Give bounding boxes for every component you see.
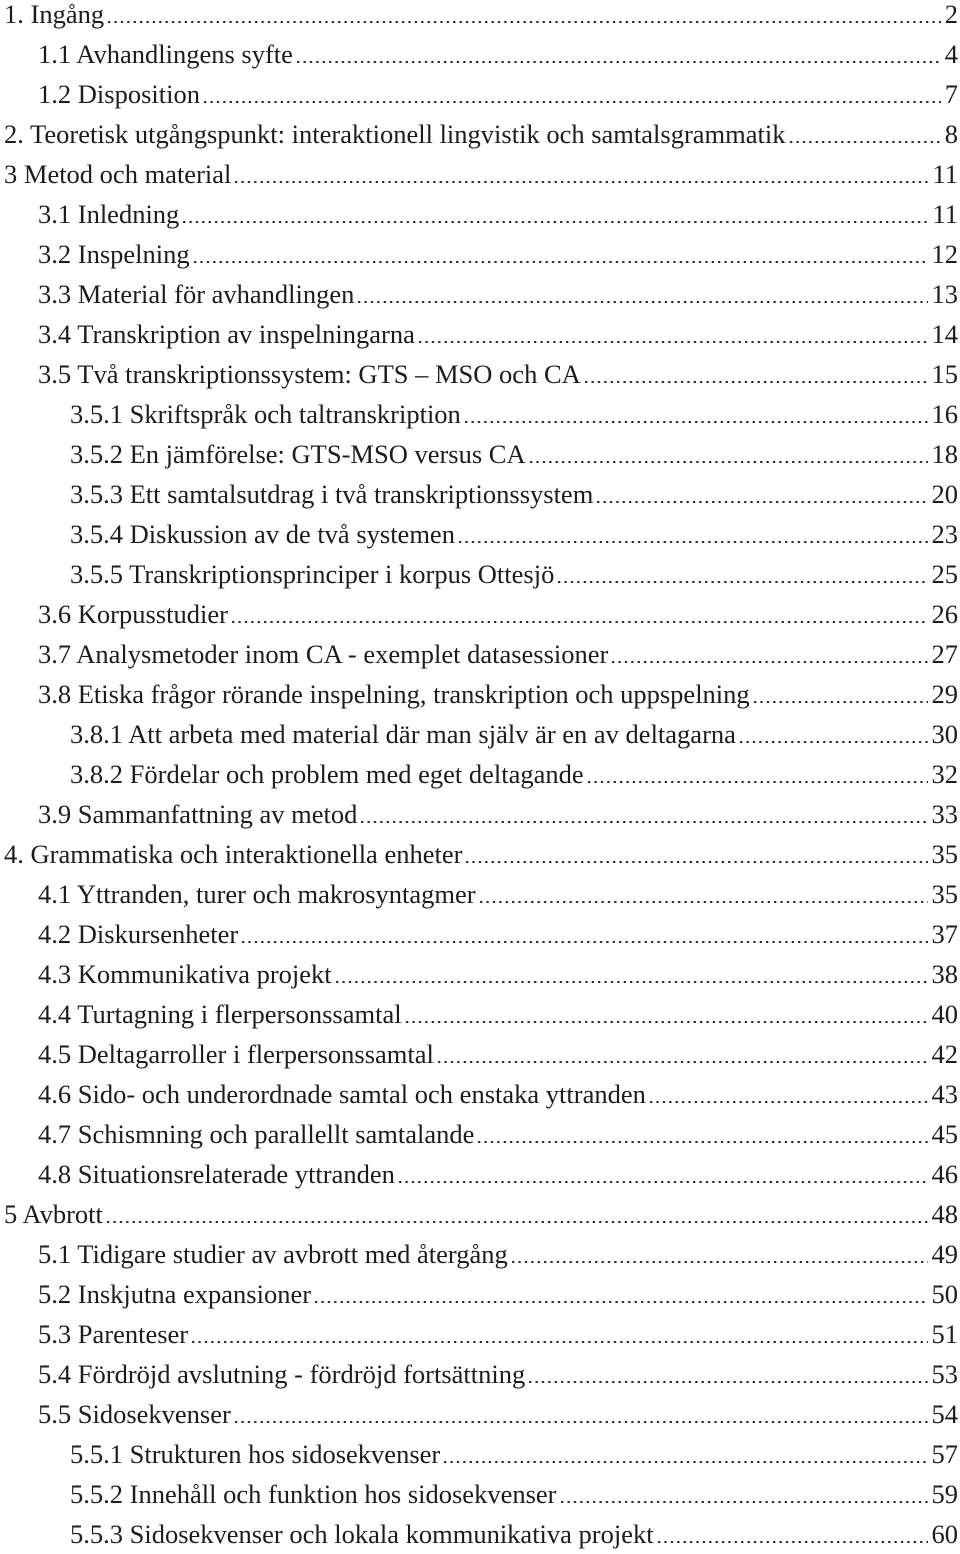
dot-leader [527, 1381, 927, 1383]
toc-entry[interactable] [0, 714, 960, 754]
toc-entry[interactable] [0, 874, 960, 914]
toc-entry[interactable] [0, 1354, 960, 1394]
dot-leader [478, 901, 928, 903]
dot-leader [417, 341, 928, 343]
toc-entry-page-number: 46 [931, 1158, 958, 1189]
toc-entry-page-number: 38 [931, 958, 958, 989]
toc-entry-page-number: 35 [931, 838, 958, 869]
toc-entry-page-number: 59 [931, 1478, 958, 1509]
toc-entry-title: 3.8 Etiska frågor rörande inspelning, transkription och uppspelning [38, 678, 750, 709]
toc-entry-title: 4.4 Turtagning i flerpersonssamtal [38, 998, 402, 1029]
toc-entry[interactable] [0, 1434, 960, 1474]
toc-entry-title: 5 Avbrott [4, 1198, 103, 1229]
toc-entry-title: 5.5.3 Sidosekvenser och lokala kommunikativa projekt [70, 1518, 654, 1549]
toc-entry-page-number: 16 [931, 398, 958, 429]
toc-entry[interactable] [0, 554, 960, 594]
toc-entry-page-number: 45 [931, 1118, 958, 1149]
dot-leader [610, 661, 927, 663]
dot-leader [359, 821, 927, 823]
toc-entry-page-number: 35 [931, 878, 958, 909]
toc-entry-title: 4. Grammatiska och interaktionella enheter [4, 838, 463, 869]
dot-leader [190, 1341, 927, 1343]
toc-entry-title: 3.5.1 Skriftspråk och taltranskription [70, 398, 461, 429]
toc-entry-title: 3.6 Korpusstudier [38, 598, 228, 629]
dot-leader [295, 61, 941, 63]
dot-leader [559, 1501, 928, 1503]
toc-entry-page-number: 15 [931, 358, 958, 389]
toc-entry-title: 1.1 Avhandlingens syfte [38, 38, 293, 69]
toc-entry[interactable] [0, 1274, 960, 1314]
toc-entry[interactable] [0, 0, 960, 34]
toc-entry-page-number: 32 [931, 758, 958, 789]
toc-entry-page-number: 49 [931, 1238, 958, 1269]
toc-entry[interactable] [0, 674, 960, 714]
dot-leader [181, 221, 928, 223]
toc-entry[interactable] [0, 1154, 960, 1194]
toc-entry-title: 3.3 Material för avhandlingen [38, 278, 355, 309]
dot-leader [457, 541, 928, 543]
dot-leader [233, 1421, 928, 1423]
dot-leader [586, 781, 928, 783]
toc-entry-page-number: 42 [931, 1038, 958, 1069]
dot-leader [105, 1221, 928, 1223]
toc-entry[interactable] [0, 74, 960, 114]
dot-leader [436, 1061, 928, 1063]
toc-entry[interactable] [0, 1514, 960, 1554]
toc-entry[interactable] [0, 354, 960, 394]
dot-leader [595, 501, 927, 503]
toc-entry-page-number: 33 [931, 798, 958, 829]
dot-leader [404, 1021, 928, 1023]
toc-entry-title: 3.8.2 Fördelar och problem med eget deltagande [70, 758, 584, 789]
dot-leader [463, 421, 928, 423]
toc-entry-page-number: 48 [931, 1198, 958, 1229]
toc-entry[interactable] [0, 234, 960, 274]
dot-leader [528, 461, 928, 463]
toc-entry-title: 3.5.5 Transkriptionsprinciper i korpus Ottesjö [70, 558, 555, 589]
toc-entry-page-number: 50 [931, 1278, 958, 1309]
toc-entry[interactable] [0, 314, 960, 354]
dot-leader [233, 181, 928, 183]
toc-entry-title: 3.5 Två transkriptionssystem: GTS – MSO och CA [38, 358, 581, 389]
toc-entry[interactable] [0, 1314, 960, 1354]
dot-leader [442, 1461, 927, 1463]
dot-leader [738, 741, 928, 743]
toc-entry[interactable] [0, 1074, 960, 1114]
toc-entry-page-number: 54 [931, 1398, 958, 1429]
toc-entry-title: 3.5.3 Ett samtalsutdrag i två transkriptionssystem [70, 478, 594, 509]
toc-entry-title: 3.7 Analysmetoder inom CA - exemplet datasessioner [38, 638, 609, 669]
toc-entry-title: 4.2 Diskursenheter [38, 918, 239, 949]
toc-entry[interactable] [0, 1114, 960, 1154]
dot-leader [397, 1181, 928, 1183]
toc-entry-page-number: 57 [931, 1438, 958, 1469]
dot-leader [510, 1261, 928, 1263]
toc-entry-title: 4.1 Yttranden, turer och makrosyntagmer [38, 878, 476, 909]
dot-leader [752, 701, 928, 703]
toc-entry-title: 5.5 Sidosekvenser [38, 1398, 231, 1429]
toc-entry[interactable] [0, 194, 960, 234]
toc-entry[interactable] [0, 1474, 960, 1514]
toc-entry[interactable] [0, 994, 960, 1034]
toc-entry[interactable] [0, 34, 960, 74]
toc-entry-title: 5.2 Inskjutna expansioner [38, 1278, 312, 1309]
toc-entry-title: 3.4 Transkription av inspelningarna [38, 318, 415, 349]
toc-entry-page-number: 30 [931, 718, 958, 749]
toc-entry[interactable] [0, 634, 960, 674]
toc-entry[interactable] [0, 434, 960, 474]
toc-entry-page-number: 27 [931, 638, 958, 669]
dot-leader [788, 141, 941, 143]
toc-entry-title: 5.4 Fördröjd avslutning - fördröjd fortsättning [38, 1358, 526, 1389]
toc-entry-title: 3.9 Sammanfattning av metod [38, 798, 358, 829]
toc-entry[interactable] [0, 794, 960, 834]
toc-entry[interactable] [0, 754, 960, 794]
dot-leader [240, 941, 927, 943]
toc-entry-page-number: 51 [931, 1318, 958, 1349]
toc-entry-page-number: 26 [931, 598, 958, 629]
toc-entry-title: 1.2 Disposition [38, 78, 200, 109]
toc-entry-page-number: 40 [931, 998, 958, 1029]
toc-entry[interactable] [0, 914, 960, 954]
toc-entry-title: 4.8 Situationsrelaterade yttranden [38, 1158, 395, 1189]
toc-entry-page-number: 25 [931, 558, 958, 589]
toc-entry-page-number: 37 [931, 918, 958, 949]
toc-entry-title: 2. Teoretisk utgångspunkt: interaktionell lingvistik och samtalsgrammatik [4, 118, 786, 149]
dot-leader [656, 1541, 928, 1543]
toc-entry-title: 4.6 Sido- och underordnade samtal och enstaka yttranden [38, 1078, 646, 1109]
dot-leader [583, 381, 928, 383]
toc-entry-page-number: 60 [931, 1518, 958, 1549]
toc-entry-title: 4.7 Schismning och parallellt samtalande [38, 1118, 475, 1149]
toc-entry-title: 5.5.2 Innehåll och funktion hos sidosekvenser [70, 1478, 557, 1509]
toc-entry-page-number: 13 [931, 278, 958, 309]
toc-entry-page-number: 20 [931, 478, 958, 509]
dot-leader [464, 861, 927, 863]
toc-entry[interactable] [0, 154, 960, 194]
toc-entry-page-number: 14 [931, 318, 958, 349]
toc-entry-page-number: 18 [931, 438, 958, 469]
toc-entry-title: 4.5 Deltagarroller i flerpersonssamtal [38, 1038, 434, 1069]
toc-entry[interactable] [0, 394, 960, 434]
toc-entry[interactable] [0, 514, 960, 554]
dot-leader [202, 101, 941, 103]
dot-leader [192, 261, 928, 263]
toc-entry-page-number: 2 [944, 0, 958, 29]
toc-entry[interactable] [0, 834, 960, 874]
dot-leader [356, 301, 927, 303]
toc-entry[interactable] [0, 1194, 960, 1234]
toc-entry[interactable] [0, 1394, 960, 1434]
toc-entry-page-number: 43 [931, 1078, 958, 1109]
toc-entry[interactable] [0, 274, 960, 314]
toc-entry-title: 5.5.1 Strukturen hos sidosekvenser [70, 1438, 441, 1469]
dot-leader [556, 581, 927, 583]
dot-leader [106, 21, 941, 23]
toc-entry[interactable] [0, 594, 960, 634]
toc-entry[interactable] [0, 474, 960, 514]
toc-entry-page-number: 11 [932, 158, 958, 189]
dot-leader [230, 621, 928, 623]
dot-leader [476, 1141, 927, 1143]
toc-entry-title: 4.3 Kommunikativa projekt [38, 958, 332, 989]
toc-entry-title: 3.8.1 Att arbeta med material där man själv är en av deltagarna [70, 718, 736, 749]
toc-entry-page-number: 23 [931, 518, 958, 549]
toc-entry[interactable] [0, 954, 960, 994]
toc-entry-page-number: 12 [931, 238, 958, 269]
toc-entry-title: 5.3 Parenteser [38, 1318, 189, 1349]
toc-entry-page-number: 29 [931, 678, 958, 709]
toc-entry-title: 5.1 Tidigare studier av avbrott med återgång [38, 1238, 508, 1269]
dot-leader [313, 1301, 927, 1303]
toc-entry[interactable] [0, 114, 960, 154]
toc-entry-page-number: 4 [944, 38, 958, 69]
toc-entry-page-number: 11 [932, 198, 958, 229]
toc-entry-page-number: 8 [944, 118, 958, 149]
toc-entry-title: 3.2 Inspelning [38, 238, 190, 269]
toc-entry[interactable] [0, 1234, 960, 1274]
toc-entry-title: 3.5.2 En jämförelse: GTS-MSO versus CA [70, 438, 526, 469]
toc-entry-title: 3.1 Inledning [38, 198, 180, 229]
toc-entry-title: 3 Metod och material [4, 158, 232, 189]
toc-entry[interactable] [0, 1034, 960, 1074]
dot-leader [334, 981, 928, 983]
dot-leader [648, 1101, 928, 1103]
toc-entry-title: 3.5.4 Diskussion av de två systemen [70, 518, 455, 549]
toc-entry-page-number: 53 [931, 1358, 958, 1389]
toc-entry-page-number: 7 [944, 78, 958, 109]
toc-entry-title: 1. Ingång [4, 0, 105, 29]
